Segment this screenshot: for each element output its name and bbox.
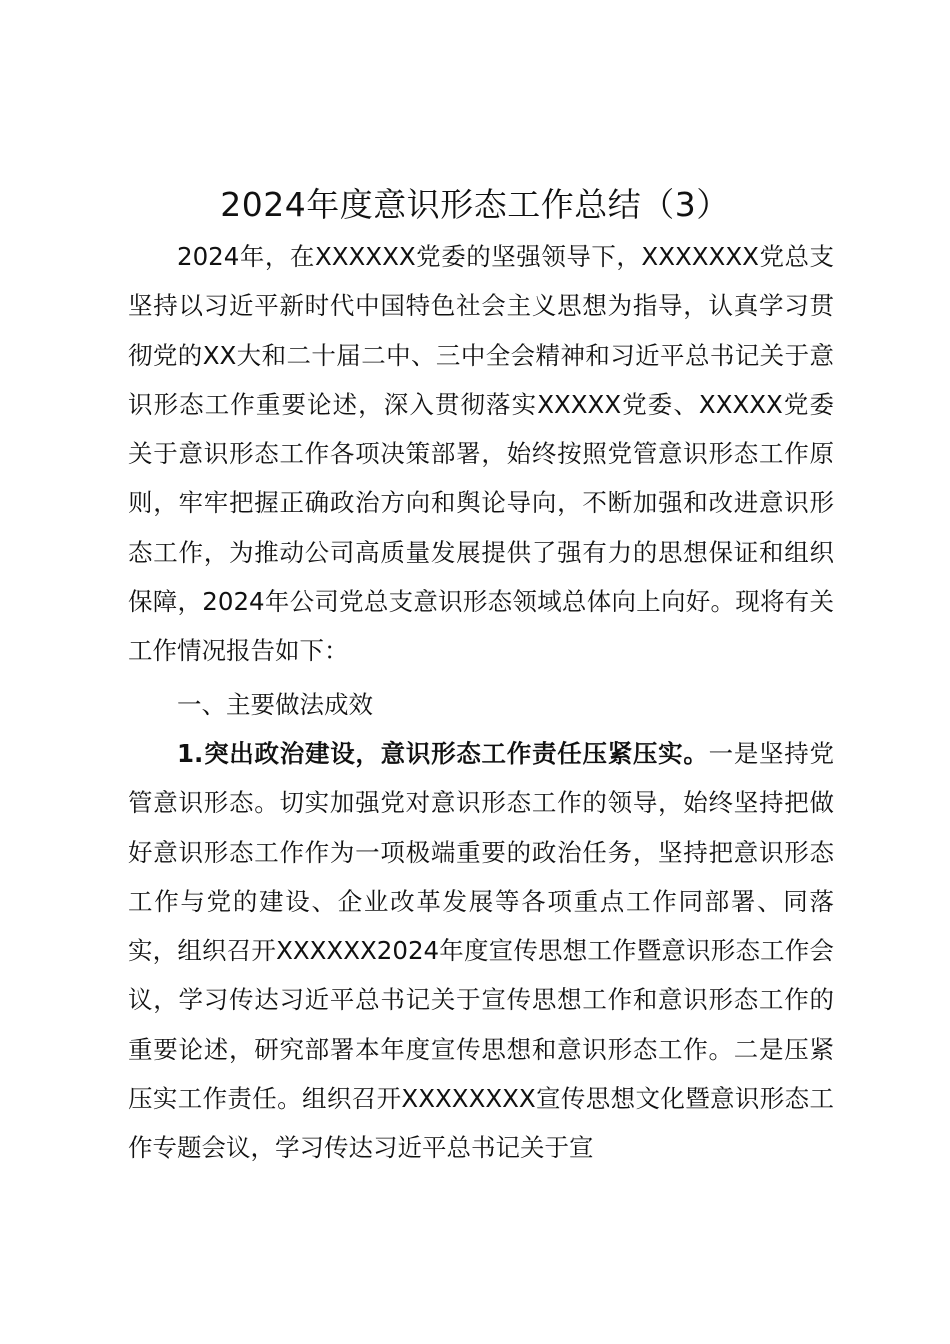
paragraph-intro: 2024年，在XXXXXX党委的坚强领导下，XXXXXXX党总支坚持以习近平新时代中国特色社会主义思想为指导，认真学习贯彻党的XX大和二十届二中、三中全会精神和习近平总书记关于意识形态工作重要论述，深入贯彻落实XXXXX党委、XXXXX党委关于意识形态工作各项决策部署，始终按照党管意识形态工作原则，牢牢把握正确政治方向和舆论导向，不断加强和改进意识形态工作，为推动公司高质量发展提供了强有力的思想保证和组织保障，2024年公司党总支意识形态领域总体向上向好。现将有关工作情况报告如下： bbox=[128, 242, 834, 666]
paragraph-section-1 bbox=[128, 729, 834, 1173]
document-title: 2024年度意识形态工作总结（3） bbox=[220, 185, 730, 224]
section-heading: 一、主要做法成效 bbox=[177, 690, 373, 719]
paragraph-body: 一是坚持党管意识形态。切实加强党对意识形态工作的领导，始终坚持把做好意识形态工作作为一项极端重要的政治任务，坚持把意识形态工作与党的建设、企业改革发展等各项重点工作同部署、同落实，组织召开XXXXXX2024年度宣传思想工作暨意识形态工作会议，学习传达习近平总书记关于宣传思想工作和意识形态工作的重要论述，研究部署本年度宣传思想和意识形态工作。二是压紧压实工作责任。组织召开XXXXXXXX宣传思想文化暨意识形态工作专题会议，学习传达习近平总书记关于宣 bbox=[128, 739, 834, 1163]
paragraph-lead-bold: 1.突出政治建设，意识形态工作责任压紧压实。 bbox=[177, 739, 709, 768]
